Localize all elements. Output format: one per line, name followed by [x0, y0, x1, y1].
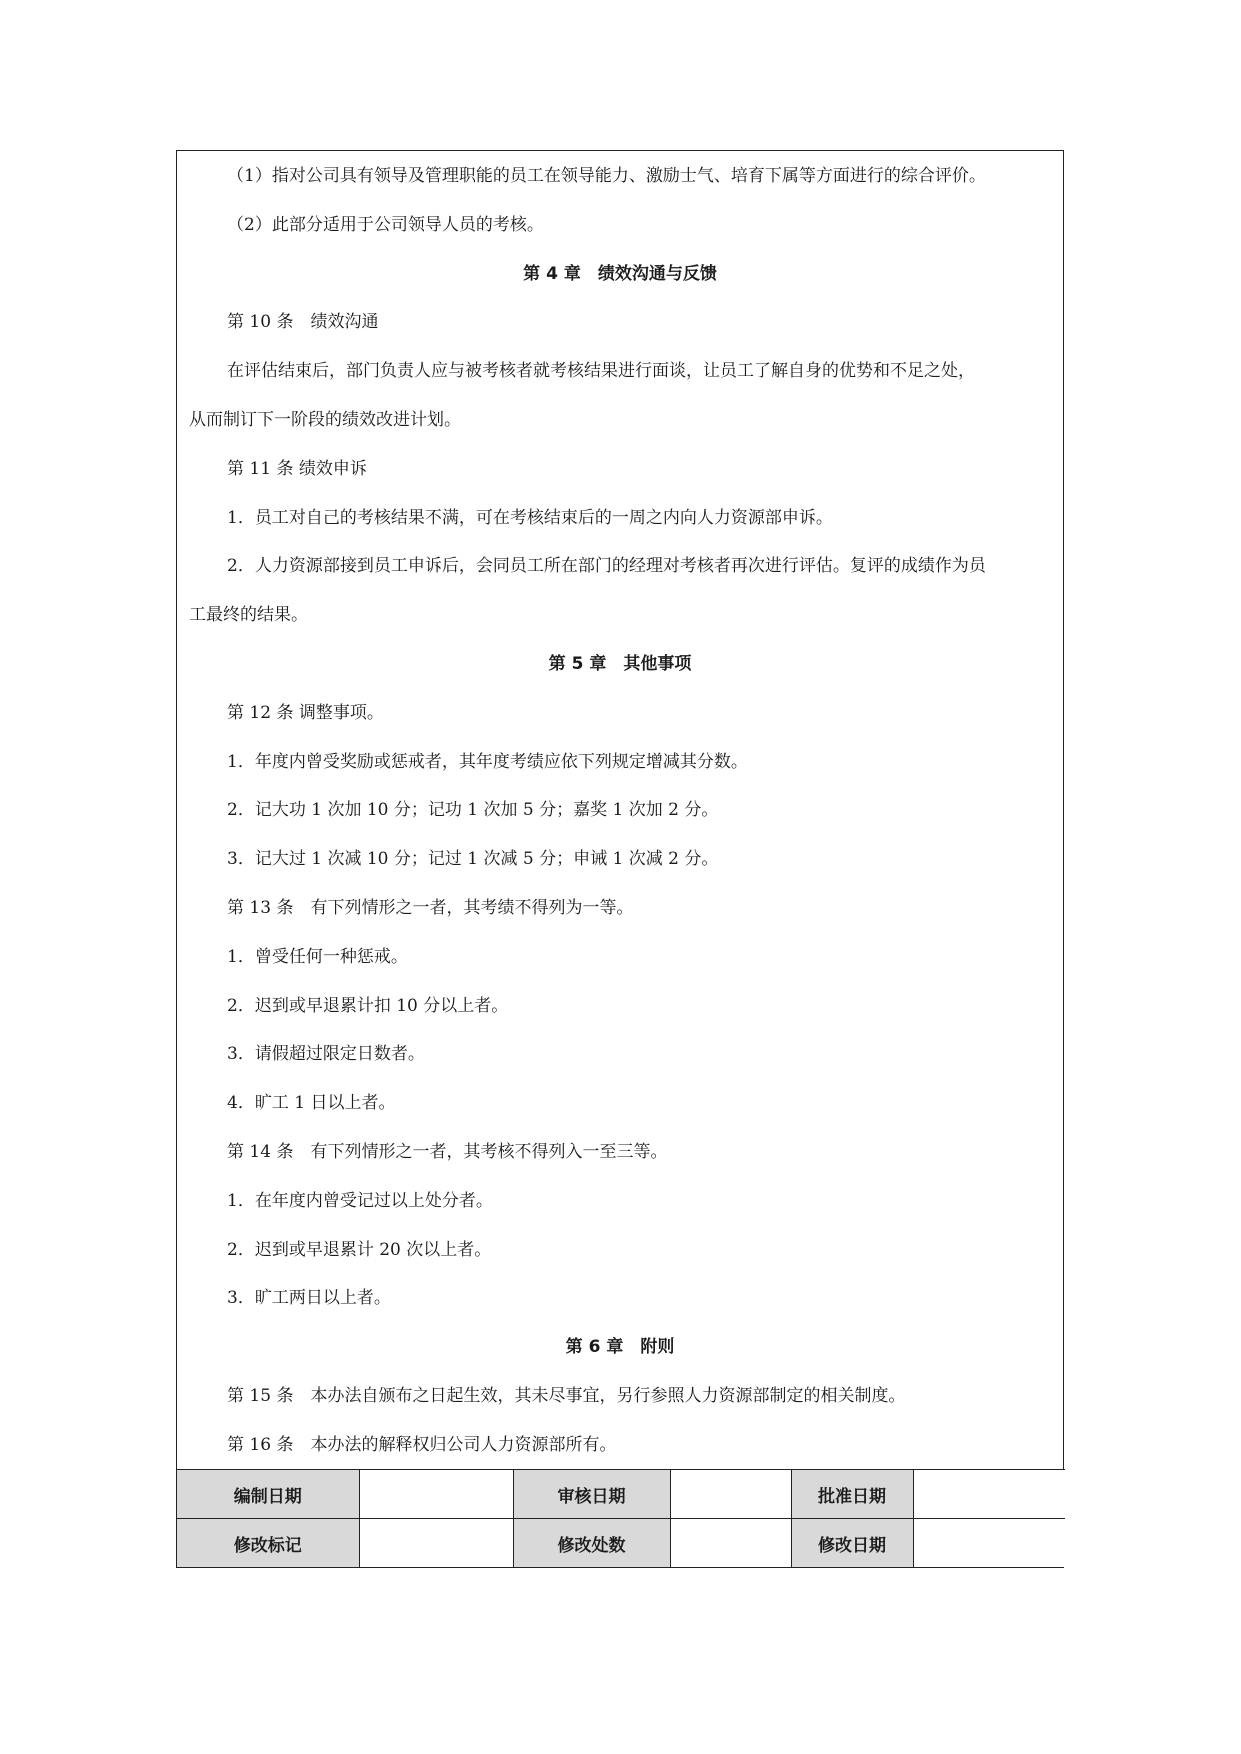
- revision-count-label: 修改处数: [513, 1519, 670, 1568]
- paragraph-line: 1．员工对自己的考核结果不满，可在考核结束后的一周之内向人力资源部申诉。: [227, 507, 833, 528]
- paragraph-line: 4．旷工 1 日以上者。: [227, 1093, 396, 1114]
- document-frame: [176, 150, 1064, 1568]
- revision-date-value[interactable]: [913, 1519, 1065, 1568]
- paragraph-line: 第 12 条 调整事项。: [227, 702, 384, 723]
- compile-date-value[interactable]: [359, 1470, 513, 1519]
- paragraph-line: 第 14 条 有下列情形之一者，其考核不得列入一至三等。: [227, 1142, 668, 1162]
- signoff-table: [177, 1469, 1065, 1567]
- paragraph-line: 1．在年度内曾受记过以上处分者。: [227, 1190, 493, 1211]
- paragraph-line: 工最终的结果。: [189, 605, 308, 626]
- chapter-heading: 第 5 章 其他事项: [548, 654, 692, 674]
- review-date-label: 审核日期: [513, 1470, 670, 1519]
- review-date-value[interactable]: [670, 1470, 791, 1519]
- paragraph-line: 在评估结束后，部门负责人应与被考核者就考核结果进行面谈，让员工了解自身的优势和不足之处，: [227, 361, 975, 382]
- paragraph-line: 第 13 条 有下列情形之一者，其考绩不得列为一等。: [227, 898, 634, 918]
- paragraph-line: 2．人力资源部接到员工申诉后，会同员工所在部门的经理对考核者再次进行评估。复评的成绩作为员: [227, 556, 986, 577]
- paragraph-line: 3．请假超过限定日数者。: [227, 1044, 425, 1065]
- paragraph-line: 2．迟到或早退累计 20 次以上者。: [227, 1239, 492, 1260]
- paragraph-line: 第 11 条 绩效申诉: [227, 458, 367, 479]
- paragraph-line: 从而制订下一阶段的绩效改进计划。: [189, 410, 461, 430]
- paragraph-line: 第 16 条 本办法的解释权归公司人力资源部所有。: [227, 1434, 617, 1455]
- compile-date-label: 编制日期: [177, 1470, 359, 1519]
- chapter-heading: 第 6 章 附则: [565, 1337, 675, 1358]
- paragraph-line: 2．记大功 1 次加 10 分；记功 1 次加 5 分；嘉奖 1 次加 2 分。: [227, 800, 719, 821]
- paragraph-line: 2．迟到或早退累计扣 10 分以上者。: [227, 995, 509, 1016]
- approve-date-value[interactable]: [913, 1470, 1065, 1519]
- document-body: [177, 151, 1063, 1469]
- paragraph-line: 1．年度内曾受奖励或惩戒者，其年度考绩应依下列规定增减其分数。: [227, 751, 748, 772]
- paragraph-line: 第 15 条 本办法自颁布之日起生效，其未尽事宜，另行参照人力资源部制定的相关制度。: [227, 1386, 906, 1406]
- paragraph-line: （1）指对公司具有领导及管理职能的员工在领导能力、激励士气、培育下属等方面进行的综合评价。: [227, 166, 986, 186]
- revision-count-value[interactable]: [670, 1519, 791, 1568]
- signoff-row-1: [177, 1470, 1065, 1519]
- paragraph-line: 第 10 条 绩效沟通: [227, 312, 379, 333]
- chapter-heading: 第 4 章 绩效沟通与反馈: [523, 263, 717, 284]
- approve-date-label: 批准日期: [791, 1470, 913, 1519]
- paragraph-line: （2）此部分适用于公司领导人员的考核。: [227, 214, 544, 235]
- signoff-row-2: [177, 1519, 1065, 1568]
- paragraph-line: 3．旷工两日以上者。: [227, 1288, 391, 1309]
- revision-mark-label: 修改标记: [177, 1519, 359, 1568]
- paragraph-line: 1．曾受任何一种惩戒。: [227, 946, 408, 967]
- revision-mark-value[interactable]: [359, 1519, 513, 1568]
- revision-date-label: 修改日期: [791, 1519, 913, 1568]
- paragraph-line: 3．记大过 1 次减 10 分；记过 1 次减 5 分；申诫 1 次减 2 分。: [227, 849, 719, 870]
